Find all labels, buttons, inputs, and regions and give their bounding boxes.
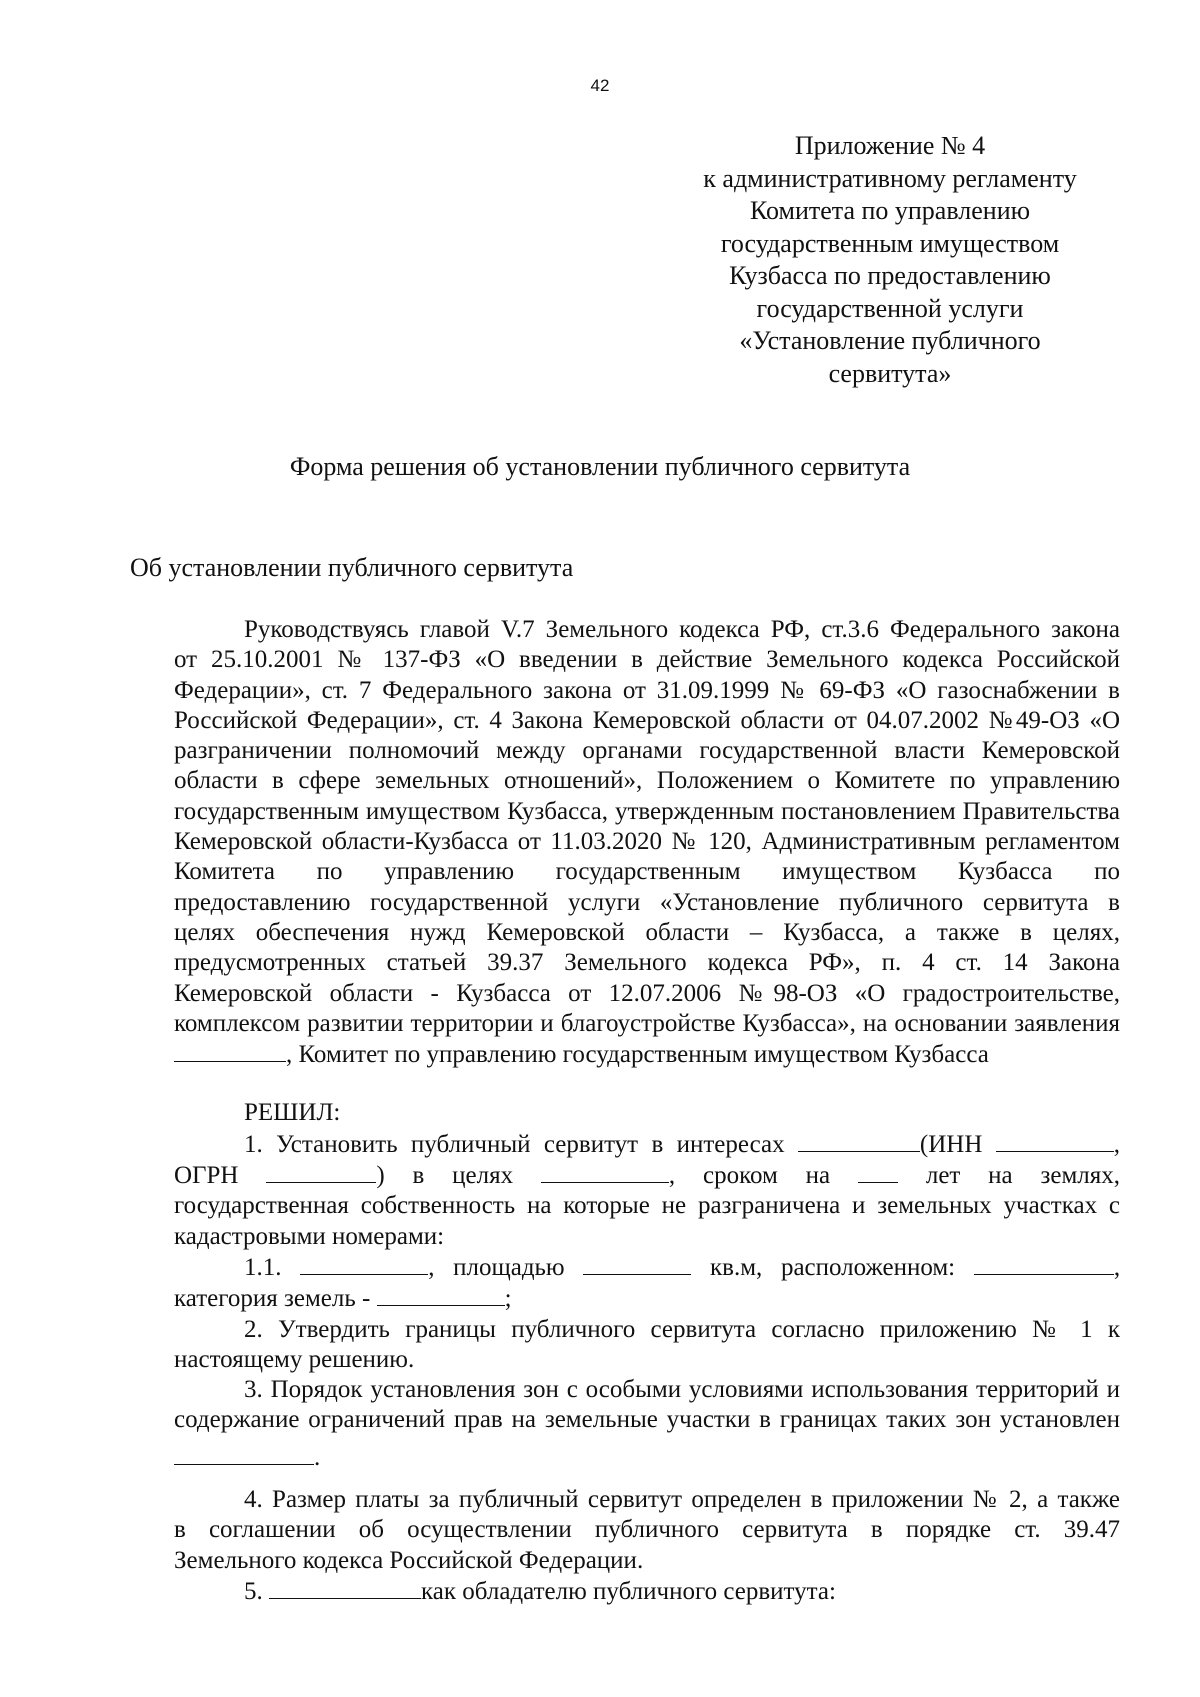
- preamble-line: Комитета по управлению государственным имуществом Кузбасса по: [174, 858, 1120, 886]
- appendix-line: «Установление публичного: [739, 326, 1041, 355]
- item1-ogrn: ОГРН: [174, 1162, 239, 1190]
- item3-line: содержание ограничений прав на земельные участки в границах таких зон установлен: [174, 1406, 1120, 1434]
- item1-comma: ,: [1113, 1130, 1121, 1158]
- item3-period: .: [314, 1443, 321, 1471]
- appendix-line: сервитута»: [828, 358, 952, 388]
- land-category-blank: [377, 1283, 505, 1306]
- item1-years: лет на землях,: [925, 1162, 1121, 1190]
- purpose-blank: [541, 1160, 669, 1183]
- item1-1-line: [174, 1283, 1120, 1314]
- appendix-line: Приложение № 4: [794, 131, 986, 160]
- item4-line: в соглашении об осуществлении публичного сервитута в порядке ст. 39.47: [174, 1516, 1120, 1544]
- preamble-line: разграничении полномочий между органами государственной власти Кемеровской: [174, 737, 1120, 765]
- appendix-line: Кузбасса по предоставлению: [729, 261, 1051, 290]
- cadastral-blank: [300, 1252, 428, 1275]
- preamble-last-text: , Комитет по управлению государственным имуществом Кузбасса: [286, 1041, 989, 1069]
- preamble-line: государственным имуществом Кузбасса, утвержденным постановлением Правительства: [174, 797, 1120, 825]
- appendix-line: к административному регламенту: [703, 163, 1077, 193]
- preamble-line: от 25.10.2001 № 137-ФЗ «О введении в действие Земельного кодекса Российской: [174, 646, 1120, 674]
- item5-number: 5.: [244, 1577, 263, 1605]
- appendix-line: государственным имуществом: [720, 228, 1060, 258]
- area-blank: [583, 1252, 691, 1275]
- location-blank: [974, 1252, 1114, 1275]
- inn-blank: [996, 1129, 1114, 1152]
- item4-line: 4. Размер платы за публичный сервитут определен в приложении № 2, а также: [244, 1486, 1120, 1514]
- preamble-line: Руководствуясь главой V.7 Земельного кодекса РФ, ст.3.6 Федерального закона: [244, 616, 1120, 643]
- item1-purpose: ) в целях: [376, 1162, 514, 1190]
- decided-heading: РЕШИЛ:: [244, 1099, 341, 1127]
- page-number: 42: [590, 76, 610, 95]
- preamble-line: предоставлению государственной услуги «Установление публичного сервитута в: [174, 888, 1120, 916]
- item1-line: [174, 1160, 1120, 1191]
- item5-line: [174, 1576, 1120, 1607]
- land-category-label: категория земель -: [174, 1285, 371, 1313]
- preamble-line: предусмотренных статьей 39.37 Земельного кодекса РФ», п. 4 ст. 14 Закона: [174, 949, 1120, 977]
- holder-blank: [269, 1576, 421, 1599]
- preamble-last-line: [174, 1039, 1120, 1070]
- item4-line: Земельного кодекса Российской Федерации.: [174, 1546, 644, 1574]
- zone-order-blank: [174, 1442, 314, 1465]
- item2-line: настоящему решению.: [174, 1345, 415, 1373]
- appendix-line: Комитета по управлению: [749, 196, 1031, 225]
- item5-text: как обладателю публичного сервитута:: [421, 1577, 836, 1605]
- applicant-blank: [174, 1039, 286, 1062]
- item3-line: [174, 1442, 1120, 1473]
- interest-blank: [798, 1129, 920, 1152]
- preamble-line: Российской Федерации», ст. 4 Закона Кемеровской области от 04.07.2002 №49-ОЗ «О: [174, 706, 1120, 734]
- item1-term: , сроком на: [668, 1162, 831, 1190]
- preamble-line: комплексом развитии территории и благоустройстве Кузбасса», на основании заявления: [174, 1009, 1120, 1037]
- item1-text: 1. Установить публичный сервитут в интересах: [244, 1130, 785, 1158]
- item3-line: 3. Порядок установления зон с особыми условиями использования территорий и: [244, 1376, 1120, 1404]
- preamble-line: Кемеровской области-Кузбасса от 11.03.2020 № 120, Административным регламентом: [174, 828, 1120, 856]
- appendix-header: [660, 130, 1120, 390]
- preamble-line: области в сфере земельных отношений», Положением о Комитете по управлению: [174, 767, 1120, 795]
- decision-subject: Об установлении публичного сервитута: [130, 553, 574, 582]
- item1-1-area: , площадью: [428, 1253, 565, 1281]
- document-body: [174, 615, 1120, 1607]
- item1-1-line: [174, 1252, 1120, 1283]
- item1-line: государственная собственность на которые не разграничена и земельных участках с: [174, 1192, 1120, 1220]
- item1-1-number: 1.1.: [244, 1253, 282, 1281]
- preamble-line: Кемеровской области - Кузбасса от 12.07.2006 №98-ОЗ «О градостроительстве,: [174, 979, 1120, 1007]
- item1-line: кадастровыми номерами:: [174, 1222, 445, 1250]
- term-blank: [858, 1160, 898, 1183]
- form-title: Форма решения об установлении публичного сервитута: [289, 452, 911, 481]
- ogrn-blank: [266, 1160, 376, 1183]
- appendix-line: государственной услуги: [756, 293, 1024, 323]
- item1-1-location: кв.м, расположенном:: [710, 1253, 956, 1281]
- land-category-semicolon: ;: [504, 1285, 512, 1313]
- item2-line: 2. Утвердить границы публичного сервитута согласно приложению № 1 к: [244, 1315, 1120, 1343]
- item1-inn: (ИНН: [919, 1130, 983, 1158]
- item1-line: [174, 1129, 1120, 1160]
- preamble-line: Федерации», ст. 7 Федерального закона от 31.09.1999 № 69-ФЗ «О газоснабжении в: [174, 676, 1120, 704]
- preamble-line: целях обеспечения нужд Кемеровской области – Кузбасса, а также в целях,: [174, 918, 1120, 946]
- item1-1-comma: ,: [1113, 1253, 1121, 1281]
